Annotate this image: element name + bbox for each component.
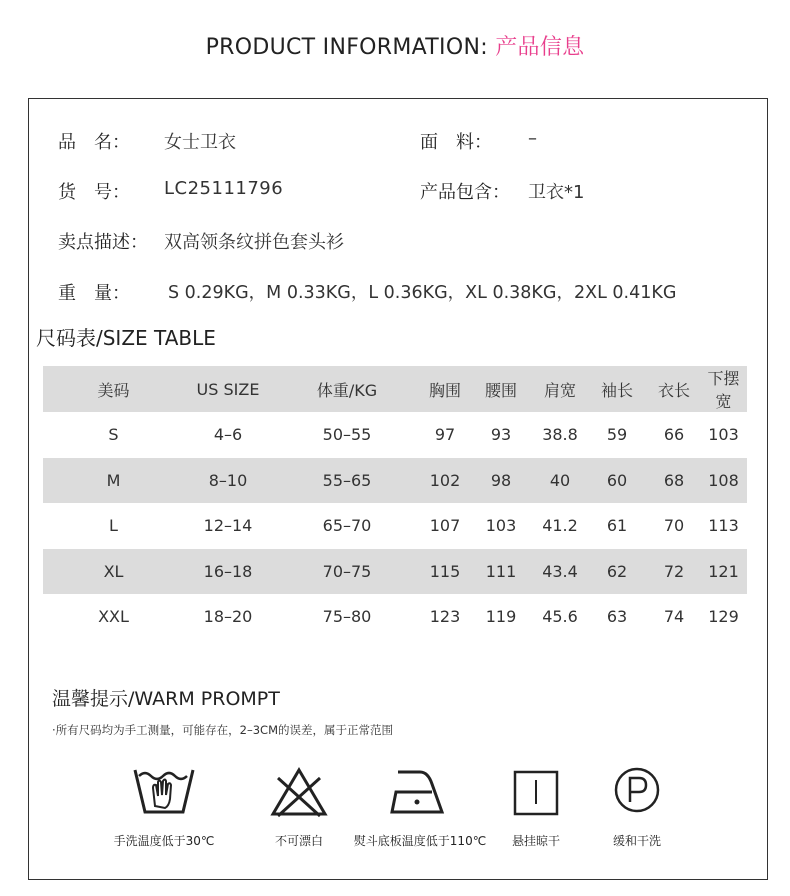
weight-label: 重 量： xyxy=(58,283,130,304)
header-title-en: PRODUCT INFORMATION: xyxy=(205,35,488,60)
header-title-cn: 产品信息 xyxy=(495,35,585,60)
sku-value: LC25111796 xyxy=(164,178,284,199)
column-header: 肩宽 xyxy=(543,380,576,400)
table-cell: L xyxy=(109,516,118,536)
column-header: 腰围 xyxy=(484,380,517,400)
table-row xyxy=(43,458,747,504)
table-cell: 16–18 xyxy=(203,561,253,581)
table-cell: 68 xyxy=(663,470,685,490)
table-cell: XL xyxy=(103,561,124,581)
table-row xyxy=(43,594,747,640)
table-cell: 55–65 xyxy=(322,470,372,490)
includes-value: 卫衣*1 xyxy=(528,182,585,203)
table-row xyxy=(43,503,747,549)
size-table xyxy=(43,366,747,640)
care-label: 悬挂晾干 xyxy=(511,834,560,848)
table-cell: 113 xyxy=(708,516,739,536)
table-header-row xyxy=(43,366,747,412)
table-cell: 115 xyxy=(429,561,461,581)
sku-label: 货 号： xyxy=(58,182,130,203)
includes-label: 产品包含： xyxy=(420,182,510,203)
table-cell: 103 xyxy=(485,516,517,536)
warm-prompt-note: ·所有尺码均为手工测量，可能存在，2–3CM的误差，属于正常范围 xyxy=(52,723,393,737)
table-cell: 119 xyxy=(485,607,517,627)
table-cell: 8–10 xyxy=(208,470,248,490)
table-cell: 45.6 xyxy=(542,607,578,627)
column-header: 美码 xyxy=(97,380,130,400)
fabric-label: 面 料： xyxy=(420,132,492,153)
table-cell: 18–20 xyxy=(203,607,253,627)
selling-label: 卖点描述： xyxy=(58,232,148,253)
table-cell: 66 xyxy=(663,425,685,445)
table-cell: 108 xyxy=(708,470,739,490)
no-bleach-icon xyxy=(270,766,328,818)
table-cell: 50–55 xyxy=(322,425,372,445)
name-label: 品 名： xyxy=(58,132,130,153)
table-cell: 70–75 xyxy=(322,561,372,581)
hang-dry-icon xyxy=(512,766,560,818)
table-cell: 60 xyxy=(606,470,628,490)
size-table-title: 尺码表/SIZE TABLE xyxy=(36,326,216,350)
table-cell: 62 xyxy=(606,561,628,581)
care-label: 不可漂白 xyxy=(274,834,323,848)
hand-wash-icon xyxy=(133,766,195,818)
table-cell: 63 xyxy=(606,607,628,627)
table-row xyxy=(43,412,747,458)
selling-value: 双高领条纹拼色套头衫 xyxy=(164,232,344,253)
column-header: 体重/KG xyxy=(316,380,378,400)
table-cell: 75–80 xyxy=(322,607,372,627)
table-cell: 12–14 xyxy=(203,516,253,536)
column-header: 胸围 xyxy=(428,380,461,400)
table-cell: 4–6 xyxy=(213,425,243,445)
table-cell: 41.2 xyxy=(542,516,578,536)
iron-icon xyxy=(390,766,446,818)
table-cell: 70 xyxy=(663,516,685,536)
table-cell: 93 xyxy=(490,425,512,445)
column-header: 袖长 xyxy=(600,380,633,400)
table-cell: 103 xyxy=(708,425,739,445)
table-cell: 97 xyxy=(434,425,456,445)
table-cell: XXL xyxy=(98,607,129,627)
dry-clean-p-icon xyxy=(612,766,662,818)
table-cell: 72 xyxy=(663,561,685,581)
warm-prompt-title: 温馨提示/WARM PROMPT xyxy=(52,688,280,710)
table-cell: 40 xyxy=(549,470,571,490)
weight-value: S 0.29KG，M 0.33KG，L 0.36KG，XL 0.38KG，2XL 0.41KG xyxy=(168,283,677,303)
fabric-value: – xyxy=(528,128,537,149)
table-cell: 111 xyxy=(485,561,517,581)
care-label: 熨斗底板温度低于110℃ xyxy=(353,834,487,848)
table-cell: 38.8 xyxy=(542,425,578,445)
table-cell: 65–70 xyxy=(322,516,372,536)
table-cell: 59 xyxy=(606,425,628,445)
table-cell: 121 xyxy=(708,561,739,581)
column-header: US SIZE xyxy=(196,379,260,399)
table-cell: 43.4 xyxy=(542,561,578,581)
care-label: 缓和干洗 xyxy=(612,834,661,848)
table-cell: 98 xyxy=(490,470,512,490)
table-cell: 129 xyxy=(708,607,739,627)
table-cell: 74 xyxy=(663,607,685,627)
name-value: 女士卫衣 xyxy=(164,132,236,153)
care-label: 手洗温度低于30℃ xyxy=(113,834,215,848)
table-cell: S xyxy=(108,425,119,445)
table-cell: 107 xyxy=(429,516,461,536)
table-cell: M xyxy=(106,470,121,490)
table-cell: 102 xyxy=(429,470,461,490)
table-cell: 61 xyxy=(606,516,628,536)
column-header: 衣长 xyxy=(657,380,690,400)
table-row xyxy=(43,549,747,595)
table-cell: 123 xyxy=(429,607,461,627)
page-header xyxy=(0,30,790,61)
column-header: 下摆宽 xyxy=(707,369,740,411)
